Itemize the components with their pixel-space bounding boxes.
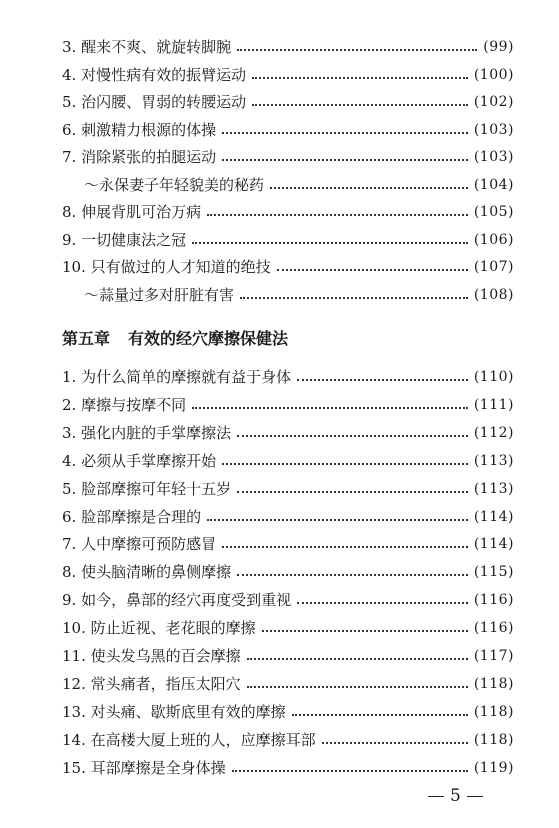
toc-entry-page: (106) xyxy=(473,231,514,248)
toc-entry-title: ～永保妻子年轻貌美的秘药 xyxy=(84,175,265,194)
toc-entry-page: (118) xyxy=(473,675,514,692)
toc-leader-dots xyxy=(237,435,468,437)
toc-entry-page: (115) xyxy=(473,564,514,581)
toc-leader-dots xyxy=(262,630,468,632)
toc-leader-dots xyxy=(222,463,468,465)
toc-entry-page: (104) xyxy=(473,176,514,193)
toc-leader-dots xyxy=(232,770,468,772)
toc-entry-title: 6. 脸部摩擦是合理的 xyxy=(62,507,202,526)
toc-entry-page: (118) xyxy=(473,703,514,720)
toc-entry xyxy=(84,172,514,198)
toc-entry xyxy=(62,615,514,641)
toc-entry xyxy=(62,144,514,170)
toc-entry-title: 3. 醒来不爽、就旋转脚腕 xyxy=(62,38,232,56)
toc-leader-dots xyxy=(207,214,468,216)
toc-entry-title: 9. 一切健康法之冠 xyxy=(62,230,187,249)
toc-leader-dots xyxy=(237,491,468,493)
toc-entry-title: 2. 摩擦与按摩不同 xyxy=(62,395,187,414)
page-number: 5 xyxy=(450,786,461,806)
toc-entry-title: 15. 耳部摩擦是全身体操 xyxy=(62,758,226,777)
toc-entry-page: (118) xyxy=(473,731,514,748)
toc-entry-page: (103) xyxy=(473,121,514,138)
toc-leader-dots xyxy=(252,104,468,106)
toc-leader-dots xyxy=(247,658,468,660)
toc-entry-title: 9. 如今，鼻部的经穴再度受到重视 xyxy=(62,591,292,610)
toc-entry-page: (113) xyxy=(473,452,514,469)
toc-entry xyxy=(62,89,514,115)
toc-entry-title: 8. 使头脑清晰的鼻侧摩擦 xyxy=(62,563,232,582)
toc-entry-page: (119) xyxy=(473,759,514,776)
toc-entry xyxy=(62,364,514,390)
toc-entry-page: (112) xyxy=(473,424,514,441)
toc-entry xyxy=(62,559,514,585)
toc-entry-title: 13. 对头痛、歇斯底里有效的摩擦 xyxy=(62,702,286,721)
toc-entry xyxy=(62,643,514,669)
toc-entry-page: (117) xyxy=(473,648,514,664)
toc-leader-dots xyxy=(222,546,468,548)
toc-entry-title: 7. 人中摩擦可预防感冒 xyxy=(62,535,217,554)
toc-entry xyxy=(84,282,514,308)
toc-entry xyxy=(62,227,514,253)
toc-entry xyxy=(62,392,514,418)
toc-leader-dots xyxy=(237,49,477,51)
toc-entry-title: 1. 为什么简单的摩擦就有益于身体 xyxy=(62,368,292,386)
chapter-title: 有效的经穴摩擦保健法 xyxy=(128,329,289,348)
toc-entry-page: (116) xyxy=(473,592,514,609)
toc-leader-dots xyxy=(292,714,468,716)
toc-entry-title: ～蒜量过多对肝脏有害 xyxy=(84,285,235,304)
toc-entry-title: 4. 对慢性病有效的振臂运动 xyxy=(62,65,247,84)
toc-entry xyxy=(62,531,514,557)
toc-leader-dots xyxy=(192,407,468,409)
toc-entry-title: 5. 治闪腰、胃弱的转腰运动 xyxy=(62,93,247,111)
toc-entry-page: (103) xyxy=(473,149,514,165)
toc-entry-title: 4. 必须从手掌摩擦开始 xyxy=(62,451,217,470)
toc-entry xyxy=(62,420,514,446)
toc-entry-title: 10. 只有做过的人才知道的绝技 xyxy=(62,258,271,276)
toc-leader-dots xyxy=(207,519,468,521)
toc-leader-dots xyxy=(270,187,468,189)
toc-entry xyxy=(62,727,514,753)
toc-entry xyxy=(62,476,514,502)
toc-leader-dots xyxy=(277,269,468,271)
toc-entry-page: (114) xyxy=(473,536,514,553)
toc-entry-title: 10. 防止近视、老花眼的摩擦 xyxy=(62,619,256,638)
toc-entry xyxy=(62,254,514,280)
toc-entry-page: (116) xyxy=(473,620,514,637)
toc-entry-title: 6. 刺激精力根源的体操 xyxy=(62,120,217,139)
toc-leader-dots xyxy=(192,242,468,244)
toc-entry-title: 12. 常头痛者，指压太阳穴 xyxy=(62,674,241,693)
toc-entry xyxy=(62,504,514,530)
toc-entry xyxy=(62,587,514,613)
toc-entry-page: (105) xyxy=(473,204,514,220)
toc-leader-dots xyxy=(322,742,468,744)
toc-entry-title: 14. 在高楼大厦上班的人，应摩擦耳部 xyxy=(62,730,316,749)
toc-leader-dots xyxy=(252,77,468,79)
toc-entry-page: (114) xyxy=(473,508,514,525)
page-footer xyxy=(422,786,489,806)
toc-entry xyxy=(62,117,514,143)
chapter-number: 第五章 xyxy=(62,329,111,348)
toc-entry xyxy=(62,62,514,88)
toc-entry-page: (107) xyxy=(473,259,514,275)
toc-entry xyxy=(62,199,514,225)
toc-entry-page: (108) xyxy=(473,286,514,303)
toc-entry-title: 11. 使头发乌黑的百会摩擦 xyxy=(62,647,241,665)
toc-entry xyxy=(62,699,514,725)
toc-entry-page: (99) xyxy=(483,39,514,55)
toc-leader-dots xyxy=(222,159,468,161)
toc-leader-dots xyxy=(297,602,468,604)
footer-dash-right xyxy=(467,796,483,797)
toc-entry xyxy=(62,755,514,781)
toc-entry-page: (113) xyxy=(473,480,514,497)
toc-entry xyxy=(62,34,514,60)
toc-entry-page: (100) xyxy=(473,66,514,83)
toc-entry-title: 3. 强化内脏的手掌摩擦法 xyxy=(62,423,232,442)
toc-leader-dots xyxy=(297,379,468,381)
toc-entry-title: 8. 伸展背肌可治万病 xyxy=(62,203,202,221)
toc-leader-dots xyxy=(240,297,468,299)
toc-entry-page: (111) xyxy=(473,396,514,413)
toc-leader-dots xyxy=(247,686,468,688)
toc-entry-title: 7. 消除紧张的拍腿运动 xyxy=(62,148,217,166)
toc-leader-dots xyxy=(237,574,468,576)
toc-entry-page: (110) xyxy=(473,369,514,385)
toc-entry-title: 5. 脸部摩擦可年轻十五岁 xyxy=(62,479,232,498)
toc-entry-page: (102) xyxy=(473,94,514,110)
toc-leader-dots xyxy=(222,132,468,134)
footer-dash-left xyxy=(428,796,444,797)
chapter-heading xyxy=(62,326,306,349)
toc-entry xyxy=(62,671,514,697)
toc-entry xyxy=(62,448,514,474)
